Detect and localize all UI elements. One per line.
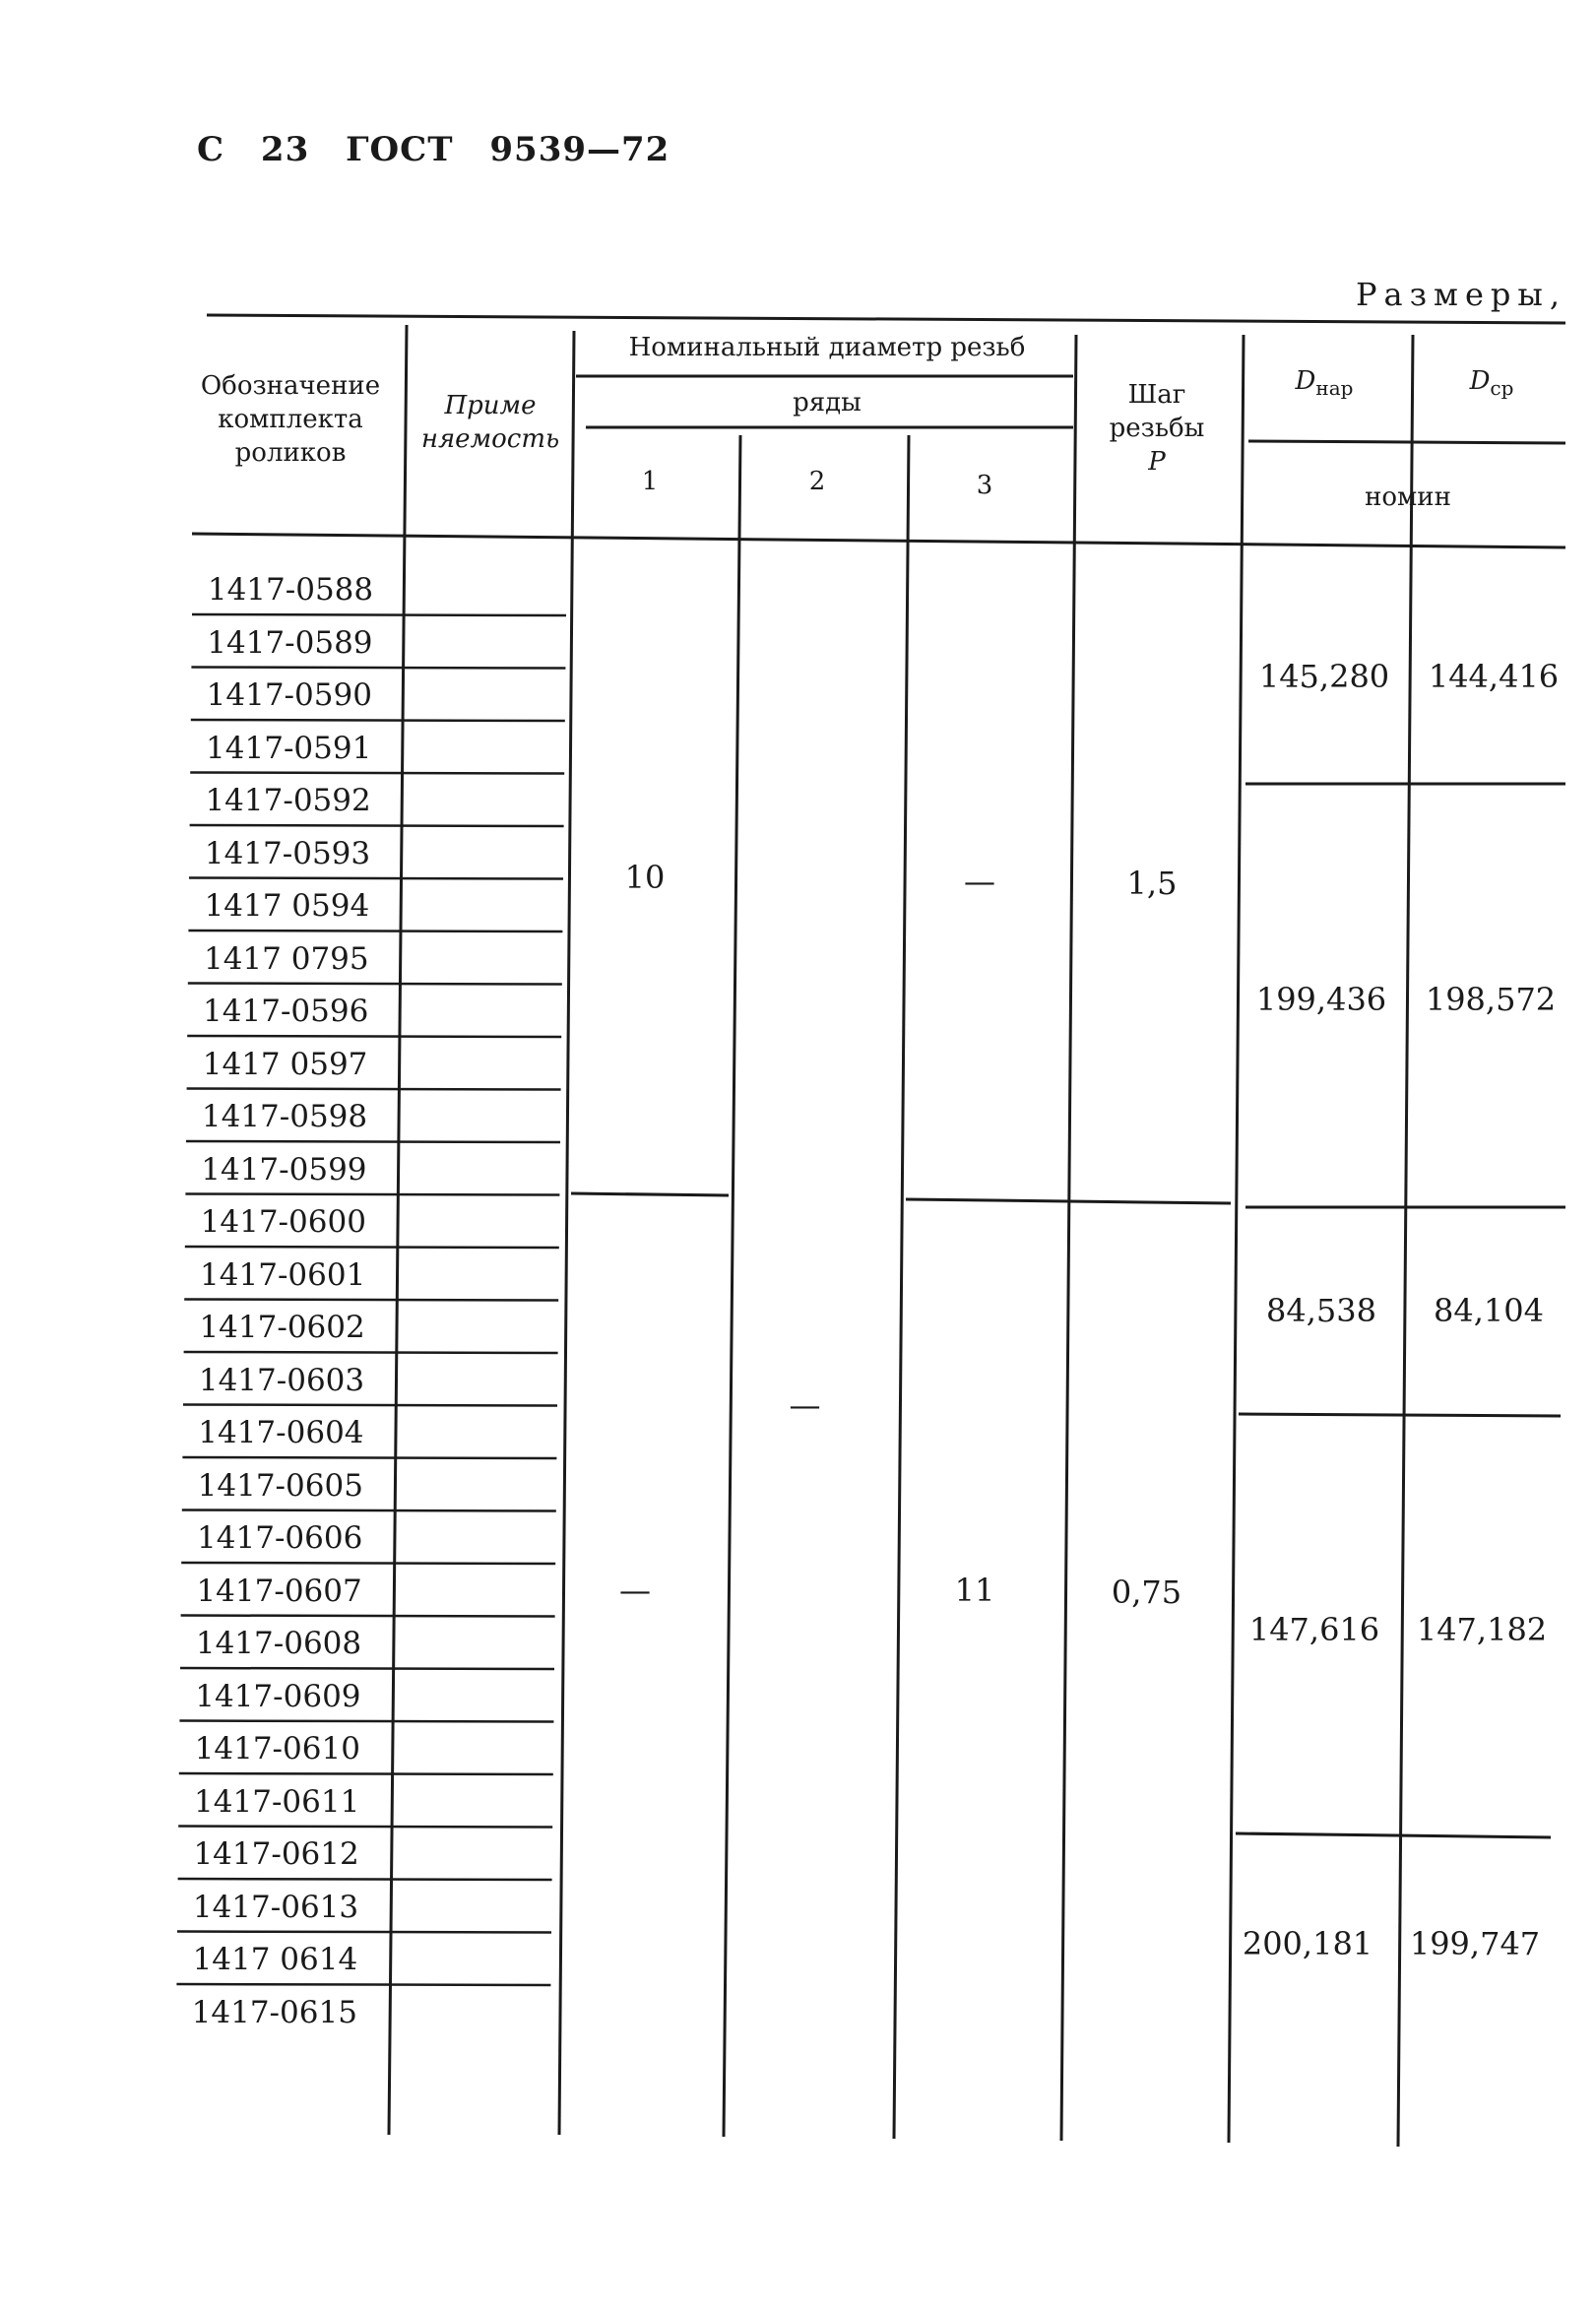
table-row-code: 1417-0593 xyxy=(204,835,371,871)
table-row-code: 1417-0600 xyxy=(200,1204,366,1240)
vline-dmean xyxy=(1398,335,1413,2147)
vline-row2 xyxy=(724,435,740,2137)
table-row-code: 1417-0610 xyxy=(194,1731,360,1766)
vline-pitch xyxy=(1061,335,1076,2141)
group-b-douter-3: 200,181 xyxy=(1242,1925,1373,1962)
row2-header: 2 xyxy=(808,467,826,496)
table-row-code: 1417-0615 xyxy=(191,1994,357,2030)
table-row-code: 1417 0597 xyxy=(202,1046,368,1082)
table-row-code: 1417-0592 xyxy=(205,783,371,818)
d-mean-subscript: ср xyxy=(1490,376,1514,401)
page-number: 23 xyxy=(260,130,310,169)
d-outer-header xyxy=(1250,364,1398,405)
applicability-text: Приме няемость xyxy=(420,391,560,454)
table-row-code: 1417-0606 xyxy=(197,1520,363,1556)
d-outer-subscript: нар xyxy=(1315,376,1354,401)
table-row-code: 1417 0614 xyxy=(192,1942,358,1977)
group-b-row2-value: — xyxy=(789,1386,821,1424)
pitch-line2: резьбы xyxy=(1109,414,1205,443)
table-row-code: 1417-0612 xyxy=(193,1836,359,1872)
table-row-code: 1417-0589 xyxy=(207,624,373,661)
table-row-code: 1417-0599 xyxy=(201,1151,367,1188)
table-row-code: 1417-0601 xyxy=(200,1256,366,1293)
d-mean-header xyxy=(1418,364,1565,405)
table-row-code: 1417-0604 xyxy=(198,1415,364,1450)
table-row-code: 1417-0596 xyxy=(203,994,369,1029)
designation-header: Обозначение комплекта роликов xyxy=(200,371,381,468)
table-row-code: 1417-0603 xyxy=(198,1362,365,1398)
group-b-pitch-value: 0,75 xyxy=(1111,1573,1182,1611)
standard-name: ГОСТ xyxy=(346,130,454,169)
pitch-symbol: P xyxy=(1148,447,1166,477)
group-divider-row1 xyxy=(571,1193,729,1195)
rows-header: ряды xyxy=(793,388,862,417)
pitch-header xyxy=(1083,378,1231,479)
group-b-dmean-3: 199,747 xyxy=(1409,1925,1541,1962)
table-row-code: 1417-0588 xyxy=(207,572,374,608)
group-a-douter-1: 145,280 xyxy=(1258,658,1390,695)
group-a-dmean-1: 144,416 xyxy=(1428,658,1560,695)
nominal-diameter-header: Номинальный диаметр резьб xyxy=(628,333,1026,362)
pitch-line1: Шаг xyxy=(1127,380,1186,410)
applicability-header xyxy=(412,389,569,456)
vline-douter xyxy=(1229,335,1244,2143)
table-row-code: 1417 0795 xyxy=(203,940,369,977)
table-row-code: 1417-0590 xyxy=(206,677,372,713)
group-b-dmean-2: 147,182 xyxy=(1416,1611,1548,1648)
table-row-code: 1417-0613 xyxy=(192,1889,359,1925)
nominal-header: номин xyxy=(1365,482,1451,512)
group-a-row1-value: 10 xyxy=(624,859,666,896)
table-row-code: 1417-0591 xyxy=(206,730,372,766)
table-row-code: 1417-0609 xyxy=(195,1678,361,1714)
group-a-pitch-value: 1,5 xyxy=(1126,865,1178,902)
group-b-row1-value: — xyxy=(619,1572,651,1609)
row1-header: 1 xyxy=(641,467,659,496)
sizes-label: Размеры, xyxy=(1355,276,1566,313)
group-a-row3-value: — xyxy=(964,863,995,900)
vline-row1 xyxy=(559,331,574,2135)
row3-header: 3 xyxy=(976,471,993,500)
table-row-code: 1417-0608 xyxy=(195,1626,362,1661)
group-b-douter-2: 147,616 xyxy=(1248,1611,1380,1648)
group-divider-row3-pitch xyxy=(906,1199,1231,1203)
table-row-code: 1417-0602 xyxy=(199,1310,365,1345)
d-divider-2 xyxy=(1239,1414,1561,1416)
d-outer-symbol: D xyxy=(1295,366,1316,396)
vline-row3 xyxy=(894,435,909,2139)
group-b-dmean-1: 84,104 xyxy=(1434,1292,1544,1329)
group-a-dmean-2: 198,572 xyxy=(1425,981,1557,1018)
table-row-code: 1417-0598 xyxy=(201,1099,368,1134)
header-bottom-rule xyxy=(192,534,1565,547)
standard-number: 9539—72 xyxy=(489,130,670,169)
table-row-code: 1417-0607 xyxy=(196,1573,362,1609)
d-header-rule xyxy=(1248,441,1565,443)
table-row-code: 1417 0594 xyxy=(204,888,370,924)
header-mark: С xyxy=(197,130,225,169)
group-a-douter-2: 199,436 xyxy=(1255,981,1387,1018)
d-mean-symbol: D xyxy=(1469,366,1491,396)
group-b-row3-value: 11 xyxy=(954,1572,995,1609)
table-row-code: 1417-0605 xyxy=(197,1467,363,1504)
d-divider-3 xyxy=(1236,1833,1551,1837)
table-row-code: 1417-0611 xyxy=(194,1783,360,1820)
group-b-douter-1: 84,538 xyxy=(1266,1292,1376,1329)
table-top-rule xyxy=(207,315,1565,323)
